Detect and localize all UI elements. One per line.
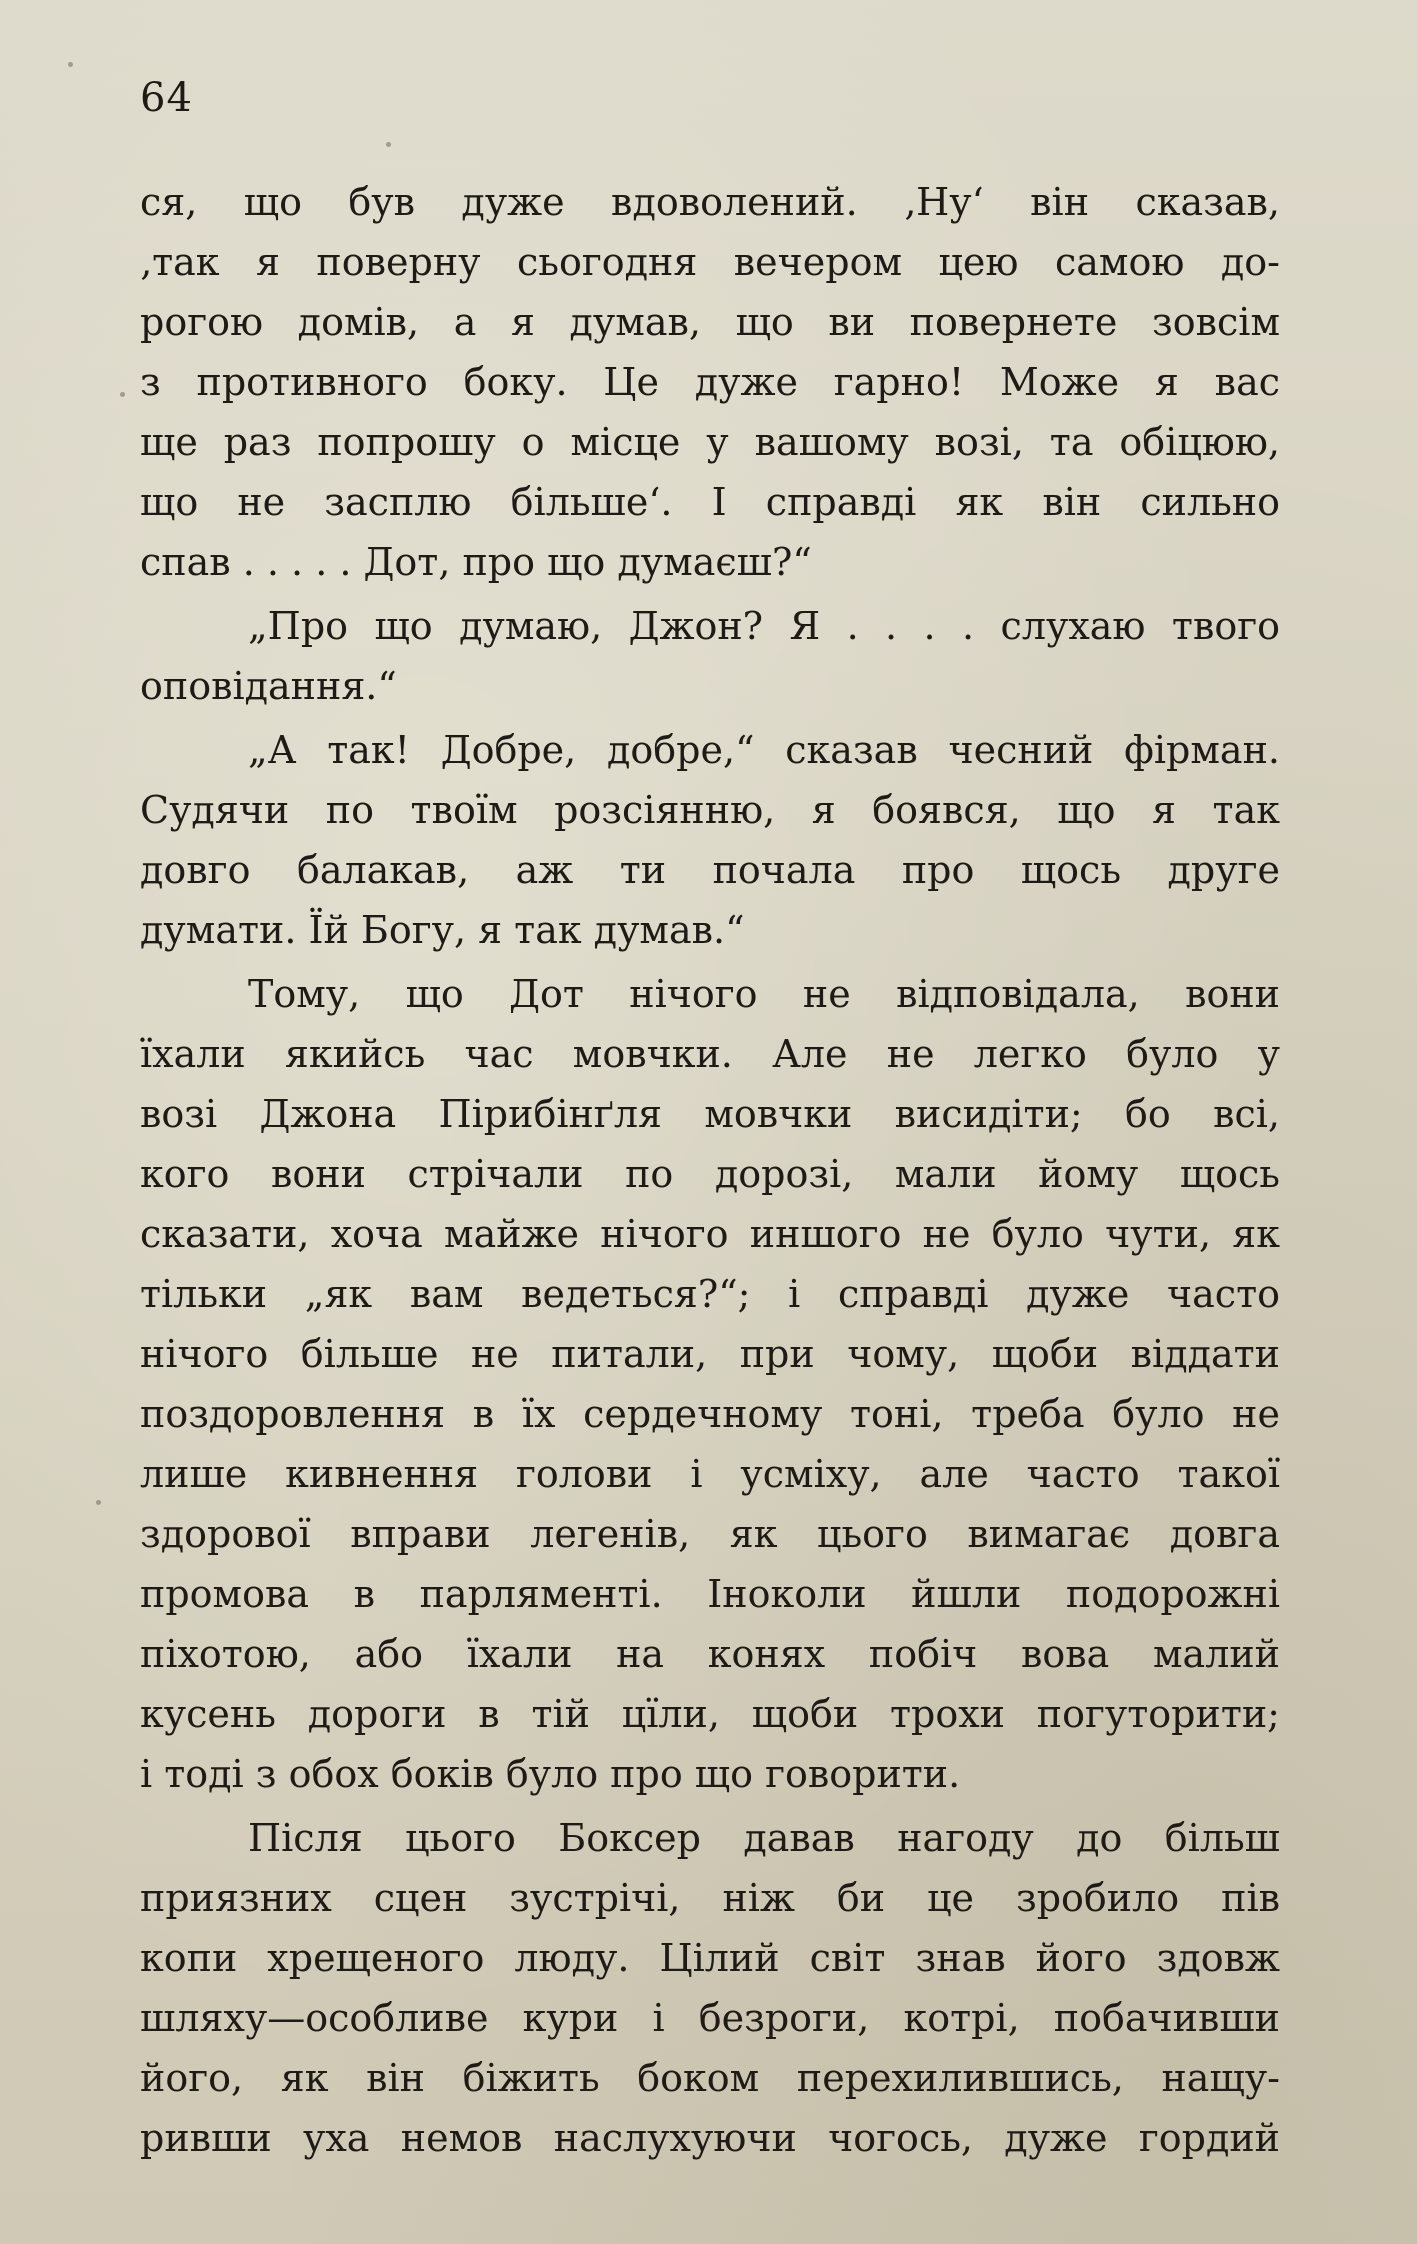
text-line: ще раз попрошу о місце у вашому возі, та обіцюю, <box>140 420 1280 464</box>
paper-speck <box>120 392 125 397</box>
text-line: Судячи по твоїм розсіянню, я боявся, що я так <box>140 788 1280 832</box>
text-line: думати. Їй Богу, я так думав.“ <box>140 908 745 952</box>
text-line: рогою домів, а я думав, що ви повернете зовсім <box>140 300 1280 344</box>
paper-speck <box>96 1500 101 1505</box>
text-line: що не засплю більше‘. І справді як він сильно <box>140 480 1280 524</box>
text-line: приязних сцен зустрічі, ніж би це зробило пів <box>140 1876 1280 1920</box>
text-line: нічого більше не питали, при чому, щоби віддати <box>140 1332 1280 1376</box>
text-line: кусень дороги в тій цїли, щоби трохи погуторити; <box>140 1692 1280 1736</box>
text-line: і тоді з обох боків було про що говорити. <box>140 1752 961 1796</box>
page-number: 64 <box>140 75 193 121</box>
text-line: промова в парляменті. Іноколи йшли подорожні <box>140 1572 1280 1616</box>
text-line: довго балакав, аж ти почала про щось друге <box>140 848 1280 892</box>
paragraph-first-line: „Про що думаю, Джон? Я . . . . слухаю твого <box>248 604 1280 648</box>
text-line: копи хрещеного люду. Цілий світ знав його здовж <box>140 1936 1280 1980</box>
paragraph-first-line: „А так! Добре, добре,“ сказав чесний фірман. <box>248 728 1280 772</box>
text-line: шляху—особливе кури і безроги, котрі, побачивши <box>140 1996 1280 2040</box>
paragraph-first-line: Після цього Боксер давав нагоду до більш <box>248 1816 1280 1860</box>
text-line: кого вони стрічали по дорозі, мали йому щось <box>140 1152 1280 1196</box>
text-line: їхали якийсь час мовчки. Але не легко було у <box>140 1032 1280 1076</box>
text-line: возі Джона Пірибінґля мовчки висидіти; бо всі, <box>140 1092 1280 1136</box>
text-line: сказати, хоча майже нічого иншого не було чути, як <box>140 1212 1280 1256</box>
text-line: тільки „як вам ведеться?“; і справді дуже часто <box>140 1272 1280 1316</box>
text-line: ривши уха немов наслухуючи чогось, дуже гордий <box>140 2116 1280 2160</box>
paragraph-first-line: Тому, що Дот нічого не відповідала, вони <box>248 972 1280 1016</box>
text-line: ‚так я поверну сьогодня вечером цею самою до- <box>140 240 1280 284</box>
text-line: піхотою, або їхали на конях побіч вова малий <box>140 1632 1280 1676</box>
text-line: оповідання.“ <box>140 664 397 708</box>
text-line: здорової вправи легенів, як цього вимагає довга <box>140 1512 1280 1556</box>
text-line: лише кивнення голови і усміху, але часто такої <box>140 1452 1280 1496</box>
paper-speck <box>386 142 391 147</box>
text-line: ся, що був дуже вдоволений. ‚Ну‘ він сказав, <box>140 180 1280 224</box>
text-line: поздоровлення в їх сердечному тоні, треба було не <box>140 1392 1280 1436</box>
text-line: з противного боку. Це дуже гарно! Може я вас <box>140 360 1280 404</box>
page-text <box>140 172 1280 2168</box>
text-line: його, як він біжить боком перехилившись, нащу- <box>140 2056 1280 2100</box>
paper-speck <box>68 62 73 67</box>
text-line: спав . . . . . Дот, про що думаєш?“ <box>140 540 812 584</box>
